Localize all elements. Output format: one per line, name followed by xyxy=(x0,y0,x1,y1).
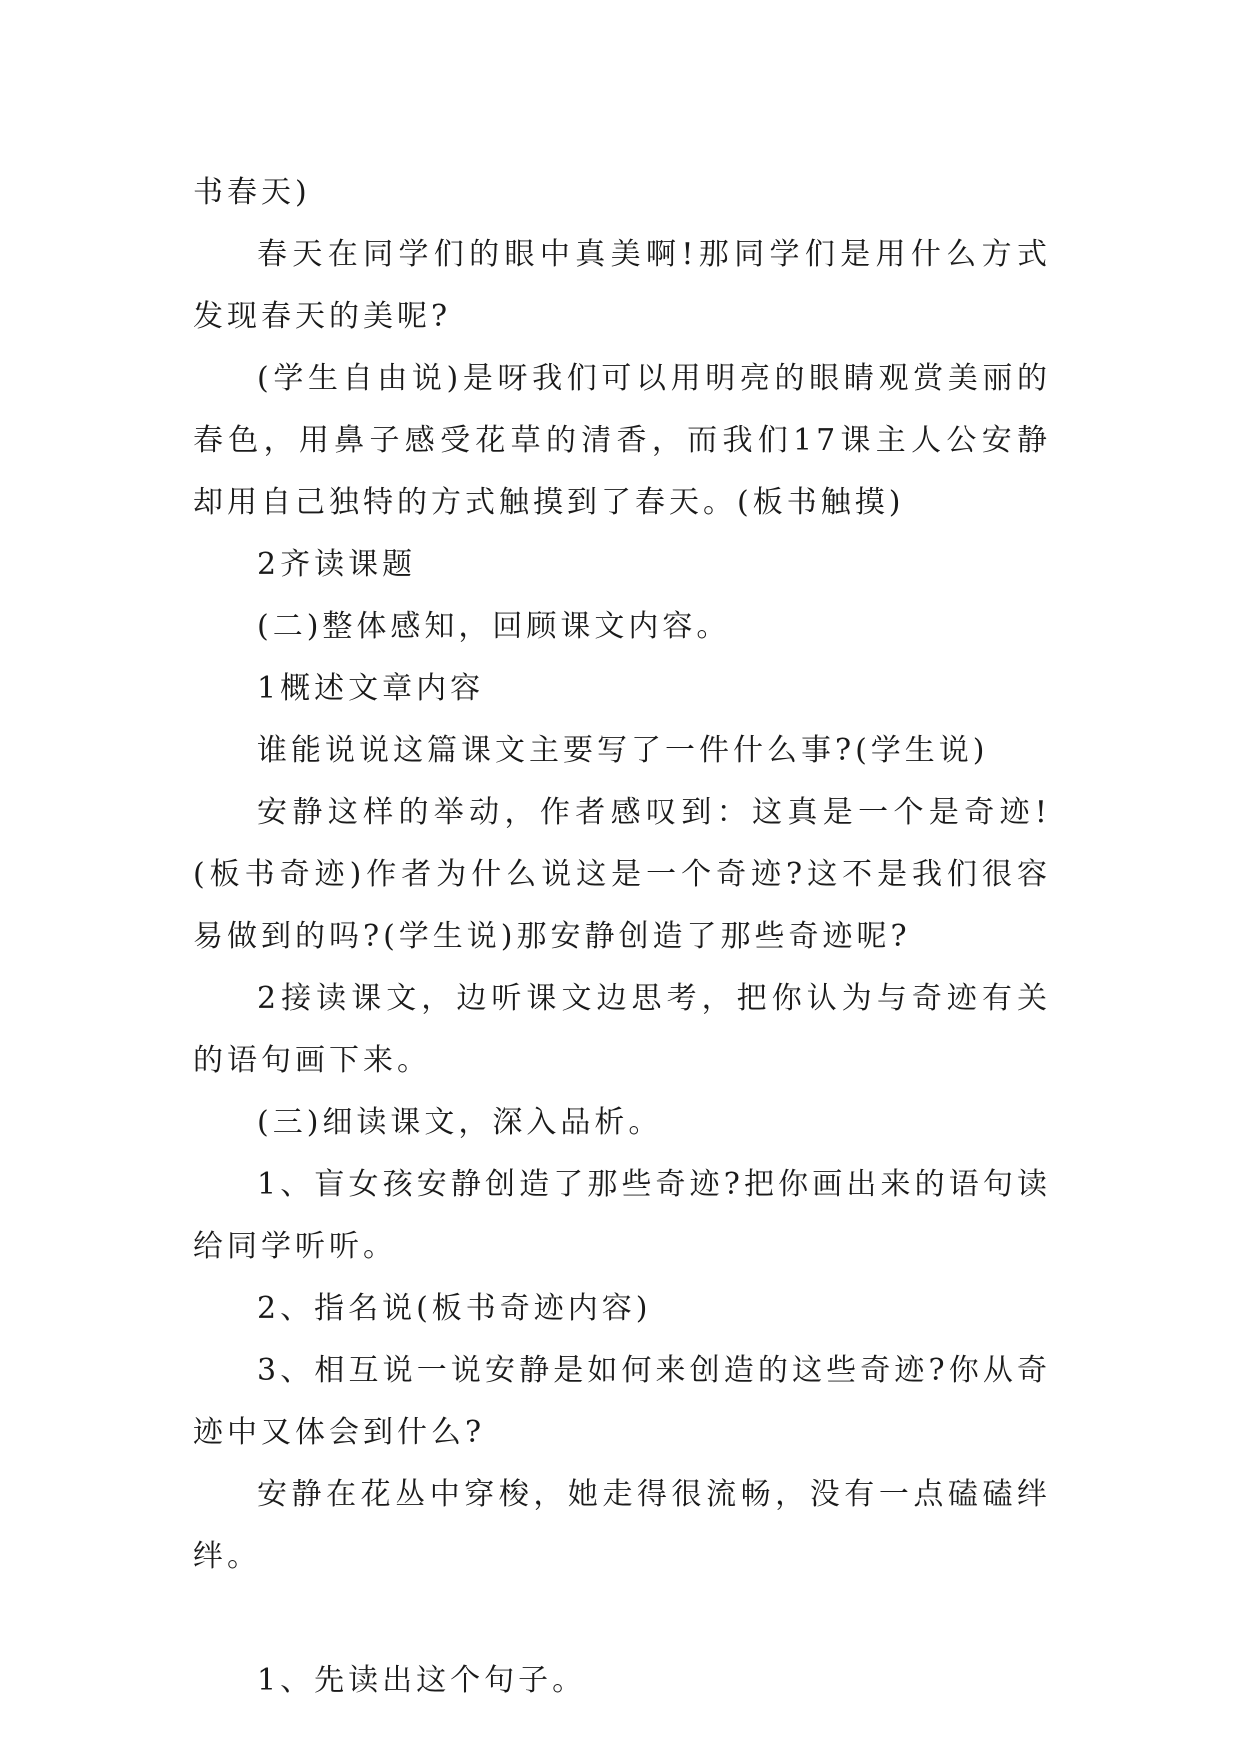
paragraph: 书春天) xyxy=(193,175,311,210)
paragraph: 1概述文章内容 xyxy=(257,671,485,706)
paragraph: 1、先读出这个句子。 xyxy=(257,1663,587,1698)
paragraph: 1、盲女孩安静创造了那些奇迹?把你画出来的语句读给同学听听。 xyxy=(193,1167,1051,1264)
paragraph: 安静在花丛中穿梭，她走得很流畅，没有一点磕磕绊绊。 xyxy=(193,1477,1051,1574)
paragraph: 2接读课文，边听课文边思考，把你认为与奇迹有关的语句画下来。 xyxy=(193,981,1051,1078)
paragraph: (学生自由说)是呀我们可以用明亮的眼睛观赏美丽的春色，用鼻子感受花草的清香，而我们17课主人公安静却用自己独特的方式触摸到了春天。(板书触摸) xyxy=(193,361,1051,520)
paragraph: 2齐读课题 xyxy=(257,547,417,582)
paragraph: 春天在同学们的眼中真美啊!那同学们是用什么方式发现春天的美呢? xyxy=(193,237,1051,334)
paragraph: 2、指名说(板书奇迹内容) xyxy=(257,1291,652,1326)
paragraph: 谁能说说这篇课文主要写了一件什么事?(学生说) xyxy=(257,733,989,768)
paragraph: 安静这样的举动，作者感叹到：这真是一个是奇迹!(板书奇迹)作者为什么说这是一个奇迹?这不是我们很容易做到的吗?(学生说)那安静创造了那些奇迹呢? xyxy=(193,795,1051,954)
paragraph: (二)整体感知，回顾课文内容。 xyxy=(257,609,731,644)
paragraph: 3、相互说一说安静是如何来创造的这些奇迹?你从奇迹中又体会到什么? xyxy=(193,1353,1051,1450)
paragraph: (三)细读课文，深入品析。 xyxy=(257,1105,663,1140)
body-text xyxy=(193,162,1051,1712)
